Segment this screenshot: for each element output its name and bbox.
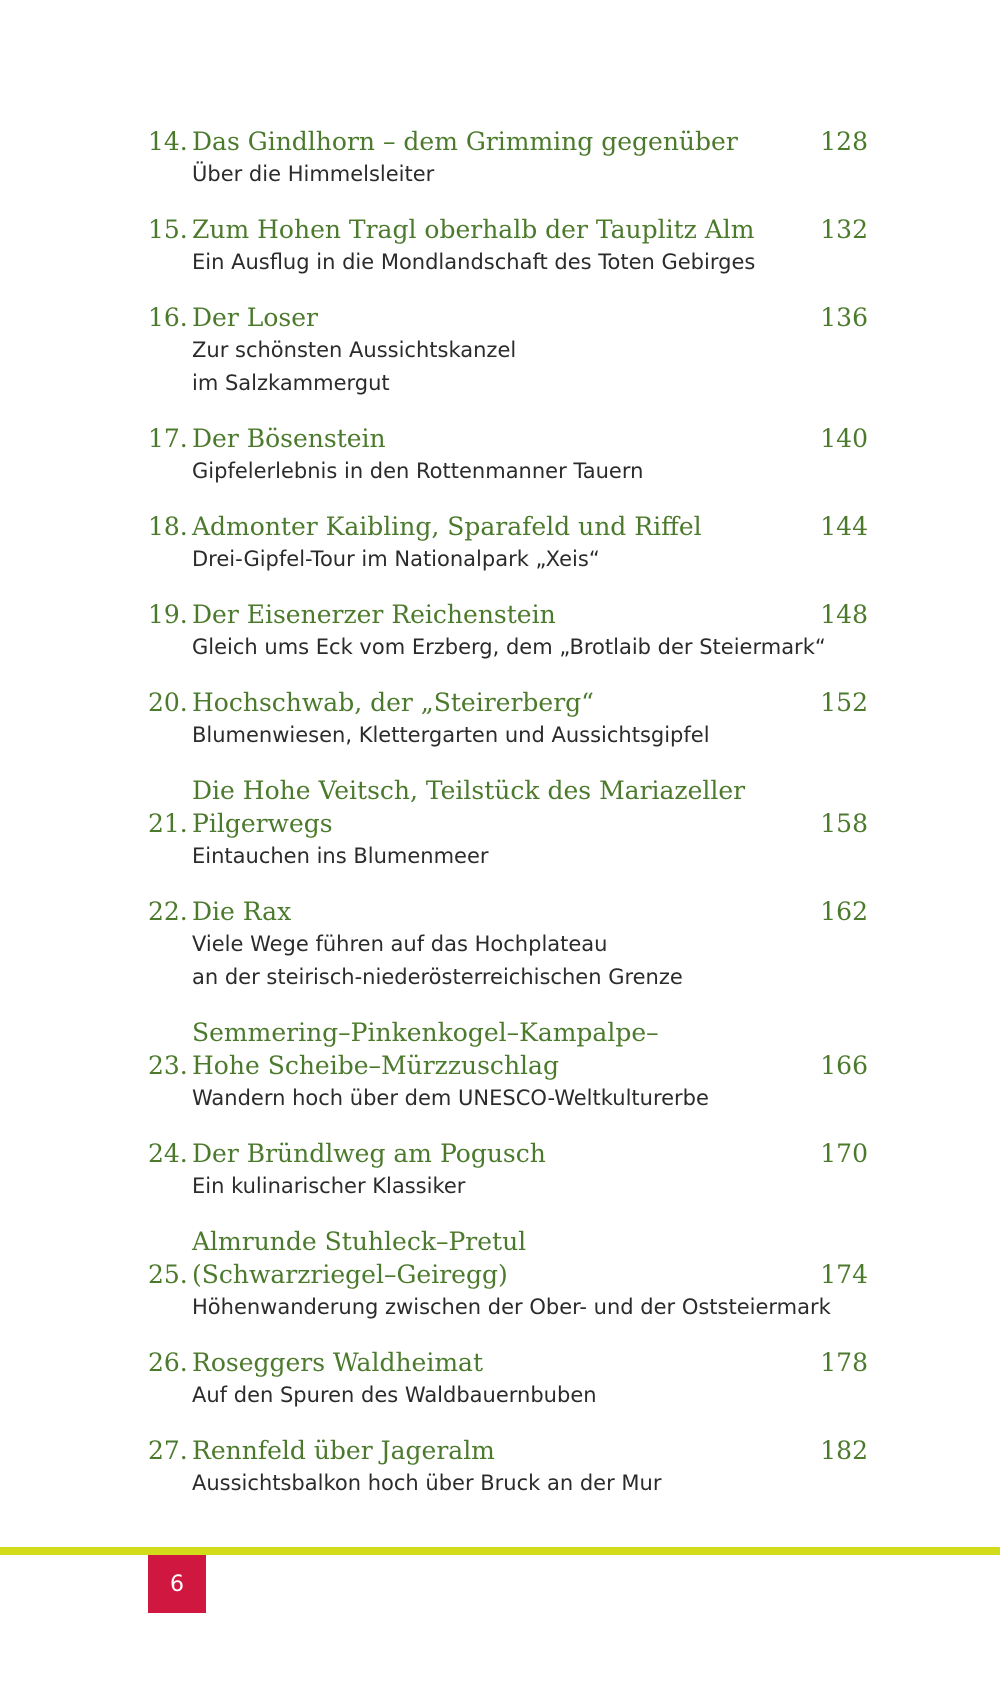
toc-entry-number: 26.	[148, 1348, 188, 1377]
toc-entry-title	[192, 213, 800, 246]
toc-entry[interactable]	[148, 1346, 868, 1412]
toc-entry[interactable]	[148, 301, 868, 400]
toc-entry-number: 24.	[148, 1139, 188, 1168]
toc-entry[interactable]	[148, 510, 868, 576]
toc-entry-number: 25.	[148, 1260, 188, 1289]
toc-entry-page: 158	[820, 809, 868, 838]
toc-entry-page: 152	[820, 688, 868, 717]
toc-entry-title	[192, 510, 800, 543]
toc-entry[interactable]	[148, 1225, 868, 1324]
toc-entry-title-line: Hohe Scheibe–Mürzzuschlag	[192, 1051, 559, 1080]
toc-entry-title	[192, 1137, 800, 1170]
toc-entry-page: 174	[820, 1260, 868, 1289]
toc-title-row	[148, 895, 868, 928]
toc-entry[interactable]	[148, 125, 868, 191]
page-number-badge	[148, 1555, 206, 1613]
toc-entry-title	[192, 1225, 800, 1291]
toc-entry-number: 23.	[148, 1051, 188, 1080]
toc-entry-page: 132	[820, 215, 868, 244]
toc-entry-subtitle-line: Drei-Gipfel-Tour im Nationalpark „Xeis“	[192, 547, 600, 571]
toc-title-row	[148, 1137, 868, 1170]
toc-entry-title-line: (Schwarzriegel–Geiregg)	[192, 1260, 508, 1289]
toc-entry-subtitle-line: Auf den Spuren des Waldbauernbuben	[192, 1383, 597, 1407]
footer-rule	[0, 1547, 1000, 1555]
toc-entry-subtitle	[192, 1082, 868, 1115]
toc-entry[interactable]	[148, 895, 868, 994]
toc-entry-page: 182	[820, 1436, 868, 1465]
toc-entry-subtitle	[192, 1170, 868, 1203]
toc-entry-subtitle	[192, 246, 868, 279]
toc-entry-number: 15.	[148, 215, 188, 244]
toc-entry-number: 14.	[148, 127, 188, 156]
toc-entry[interactable]	[148, 774, 868, 873]
toc-entry-page: 140	[820, 424, 868, 453]
toc-entry-title-line: Zum Hohen Tragl oberhalb der Tauplitz Alm	[192, 215, 755, 244]
toc-entry-page: 162	[820, 897, 868, 926]
toc-entry-subtitle	[192, 1467, 868, 1500]
toc-entry-subtitle-line: Ein kulinarischer Klassiker	[192, 1174, 466, 1198]
toc-entry[interactable]	[148, 1434, 868, 1500]
toc-title-row	[148, 686, 868, 719]
toc-entry-number: 20.	[148, 688, 188, 717]
toc-entry[interactable]	[148, 1137, 868, 1203]
toc-entry-subtitle-line: Höhenwanderung zwischen der Ober- und der Oststeiermark	[192, 1295, 831, 1319]
toc-entry-title-line: Almrunde Stuhleck–Pretul	[192, 1227, 527, 1256]
toc-entry-title-line: Rennfeld über Jageralm	[192, 1436, 495, 1465]
toc-entry-title	[192, 598, 800, 631]
toc-entry-subtitle	[192, 158, 868, 191]
toc-entry-number: 19.	[148, 600, 188, 629]
toc-entry-title-line: Semmering–Pinkenkogel–Kampalpe–	[192, 1018, 659, 1047]
toc-entry-title-line: Pilgerwegs	[192, 809, 333, 838]
toc-entry-number: 17.	[148, 424, 188, 453]
toc-title-row	[148, 1225, 868, 1291]
toc-entry-page: 170	[820, 1139, 868, 1168]
toc-entry-title	[192, 895, 800, 928]
toc-entry-subtitle-line: Aussichtsbalkon hoch über Bruck an der Mur	[192, 1471, 662, 1495]
toc-entry-number: 16.	[148, 303, 188, 332]
toc-entry-subtitle-line: Zur schönsten Aussichtskanzel	[192, 338, 517, 362]
toc-entry-page: 144	[820, 512, 868, 541]
toc-entry-title-line: Roseggers Waldheimat	[192, 1348, 484, 1377]
toc-entry-page: 128	[820, 127, 868, 156]
toc-entry[interactable]	[148, 213, 868, 279]
toc-entry-subtitle-line: Ein Ausflug in die Mondlandschaft des Toten Gebirges	[192, 250, 756, 274]
toc-entry-title-line: Die Rax	[192, 897, 292, 926]
toc-entry-subtitle-line: Blumenwiesen, Klettergarten und Aussichtsgipfel	[192, 723, 710, 747]
toc-entry-title-line: Der Bösenstein	[192, 424, 386, 453]
toc-entry-title-line: Hochschwab, der „Steirerberg“	[192, 688, 594, 717]
toc-entry-subtitle	[192, 928, 868, 994]
toc-entry-title-line: Der Bründlweg am Pogusch	[192, 1139, 546, 1168]
toc-entry-number: 22.	[148, 897, 188, 926]
toc-entry-page: 148	[820, 600, 868, 629]
toc-entry-page: 178	[820, 1348, 868, 1377]
toc-entry-subtitle	[192, 719, 868, 752]
toc-entry-title-line: Das Gindlhorn – dem Grimming gegenüber	[192, 127, 738, 156]
toc-title-row	[148, 598, 868, 631]
toc-title-row	[148, 1434, 868, 1467]
toc-entry-number: 27.	[148, 1436, 188, 1465]
toc-entry-subtitle-line: im Salzkammergut	[192, 371, 390, 395]
toc-entry-subtitle	[192, 1291, 868, 1324]
toc-entry-title	[192, 1434, 800, 1467]
toc-entry-subtitle-line: Viele Wege führen auf das Hochplateau	[192, 932, 608, 956]
toc-entry-title	[192, 774, 800, 840]
toc-entry-title-line: Admonter Kaibling, Sparafeld und Riffel	[192, 512, 702, 541]
toc-entry-subtitle-line: Über die Himmelsleiter	[192, 162, 435, 186]
toc-title-row	[148, 213, 868, 246]
toc-entry-title	[192, 1346, 800, 1379]
page-number: 6	[170, 1571, 184, 1597]
toc-entry[interactable]	[148, 422, 868, 488]
toc-entry-subtitle	[192, 543, 868, 576]
toc-title-row	[148, 422, 868, 455]
toc-entry-title-line: Der Loser	[192, 303, 318, 332]
toc-entry[interactable]	[148, 598, 868, 664]
toc-entry-page: 136	[820, 303, 868, 332]
toc-entry-subtitle-line: an der steirisch-niederösterreichischen Grenze	[192, 965, 683, 989]
toc-entry-subtitle	[192, 840, 868, 873]
toc-entry-subtitle-line: Gipfelerlebnis in den Rottenmanner Tauern	[192, 459, 644, 483]
toc-title-row	[148, 1346, 868, 1379]
toc-entry-subtitle	[192, 455, 868, 488]
toc-entry-subtitle	[192, 631, 868, 664]
toc-entry-subtitle-line: Wandern hoch über dem UNESCO-Weltkulturerbe	[192, 1086, 709, 1110]
toc-entry[interactable]	[148, 686, 868, 752]
toc-entry-title	[192, 422, 800, 455]
toc-title-row	[148, 301, 868, 334]
toc-entry-subtitle-line: Eintauchen ins Blumenmeer	[192, 844, 489, 868]
toc-title-row	[148, 774, 868, 840]
toc-entry-title	[192, 1016, 800, 1082]
toc-entry-title-line: Die Hohe Veitsch, Teilstück des Mariazeller	[192, 776, 746, 805]
toc-entry-subtitle	[192, 1379, 868, 1412]
toc-title-row	[148, 1016, 868, 1082]
toc-entry-number: 21.	[148, 809, 188, 838]
toc-title-row	[148, 510, 868, 543]
toc-entry-title	[192, 125, 800, 158]
toc-entry-title	[192, 301, 800, 334]
toc-title-row	[148, 125, 868, 158]
toc-entry[interactable]	[148, 1016, 868, 1115]
toc-entry-number: 18.	[148, 512, 188, 541]
table-of-contents	[148, 125, 868, 1522]
toc-entry-title-line: Der Eisenerzer Reichenstein	[192, 600, 556, 629]
toc-entry-title	[192, 686, 800, 719]
toc-entry-subtitle	[192, 334, 868, 400]
toc-entry-page: 166	[820, 1051, 868, 1080]
toc-entry-subtitle-line: Gleich ums Eck vom Erzberg, dem „Brotlaib der Steiermark“	[192, 635, 826, 659]
